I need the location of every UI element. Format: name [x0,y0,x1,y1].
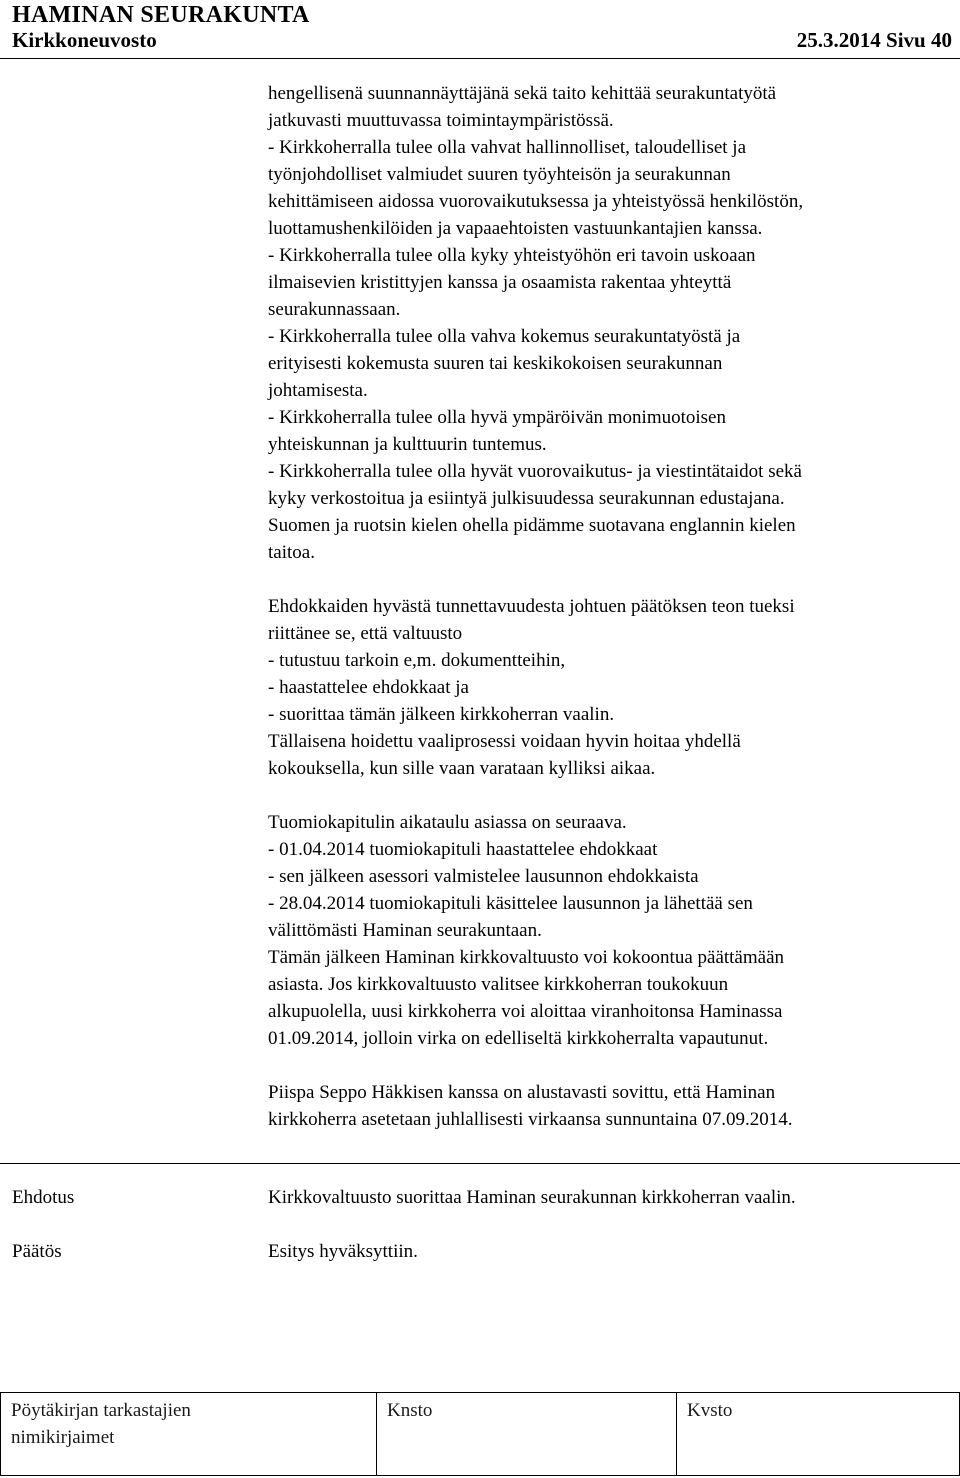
footer-cell-kvsto [676,1393,960,1475]
decision-divider [0,1163,960,1164]
organization-title: HAMINAN SEURAKUNTA [12,2,310,28]
footer-cell-inspectors [1,1393,376,1475]
header-divider [0,58,960,59]
proposal-text: Kirkkovaltuusto suorittaa Haminan seurakunnan kirkkoherran vaalin. [268,1187,796,1208]
knsto-label: Knsto [387,1400,433,1421]
date-and-page: 25.3.2014 Sivu 40 [796,28,952,52]
signature-footer [0,1392,960,1476]
meeting-body: Kirkkoneuvosto [12,28,157,52]
kvsto-label: Kvsto [687,1400,733,1421]
document-body [268,80,948,1133]
body-paragraph-requirements: hengellisenä suunnannäyttäjänä sekä taito kehittää seurakuntatyötä jatkuvasti muuttuvassa toimintaympäristössä. - Kirkkoherralla tulee olla vahvat hallinnolliset, taloudelliset ja työnjohdolliset valmiudet suuren työyhteisön ja seurakunnan kehittämiseen aidossa vuorovaikutuksessa ja yhteistyössä henkilöstön, luottamushenkilöiden ja vapaaehtoisten vastuunkantajien kanssa. - Kirkkoherralla tulee olla kyky yhteistyöhön eri tavoin uskoaan ilmaisevien kristittyjen kanssa ja osaamista rakentaa yhteyttä seurakunnassaan. - Kirkkoherralla tulee olla vahva kokemus seurakuntatyöstä ja erityisesti kokemusta suuren tai keskikokoisen seurakunnan johtamisesta. - Kirkkoherralla tulee olla hyvä ympäröivän monimuotoisen yhteiskunnan ja kulttuurin tuntemus. - Kirkkoherralla tulee olla hyvät vuorovaikutus- ja viestintätaidot sekä kyky verkostoitua ja esiintyä julkisuudessa seurakunnan edustajana. Suomen ja ruotsin kielen ohella pidämme suotavana englannin kielen taitoa. [268,83,804,563]
decision-label: Päätös [12,1241,62,1262]
paragraph-gap [268,782,948,809]
body-paragraph-installation: Piispa Seppo Häkkisen kanssa on alustavasti sovittu, että Haminan kirkkoherra asetetaan juhlallisesti virkaansa sunnuntaina 07.09.2014. [268,1082,793,1130]
decision-text: Esitys hyväksyttiin. [268,1241,418,1262]
proposal-label: Ehdotus [12,1187,75,1208]
inspectors-initials-label: Pöytäkirjan tarkastajien nimikirjaimet [11,1400,191,1448]
body-paragraph-process: Ehdokkaiden hyvästä tunnettavuudesta johtuen päätöksen teon tueksi riittänee se, että valtuusto - tutustuu tarkoin e,m. dokumentteihin, - haastattelee ehdokkaat ja - suorittaa tämän jälkeen kirkkoherran vaalin. Tällaisena hoidettu vaaliprosessi voidaan hyvin hoitaa yhdellä kokouksella, kun sille vaan varataan kylliksi aikaa. [268,596,795,779]
paragraph-gap [268,566,948,593]
body-paragraph-schedule: Tuomiokapitulin aikataulu asiassa on seuraava. - 01.04.2014 tuomiokapituli haastattelee ehdokkaat - sen jälkeen asessori valmistelee lausunnon ehdokkaista - 28.04.2014 tuomiokapituli käsittelee lausunnon ja lähettää sen välittömästi Haminan seurakuntaan. Tämän jälkeen Haminan kirkkovaltuusto voi kokoontua päättämään asiasta. Jos kirkkovaltuusto valitsee kirkkoherran toukokuun alkupuolella, uusi kirkkoherra voi aloittaa viranhoitonsa Haminassa 01.09.2014, jolloin virka on edelliseltä kirkkoherralta vapautunut. [268,812,785,1049]
paragraph-gap [268,1052,948,1079]
footer-cell-knsto [376,1393,677,1475]
